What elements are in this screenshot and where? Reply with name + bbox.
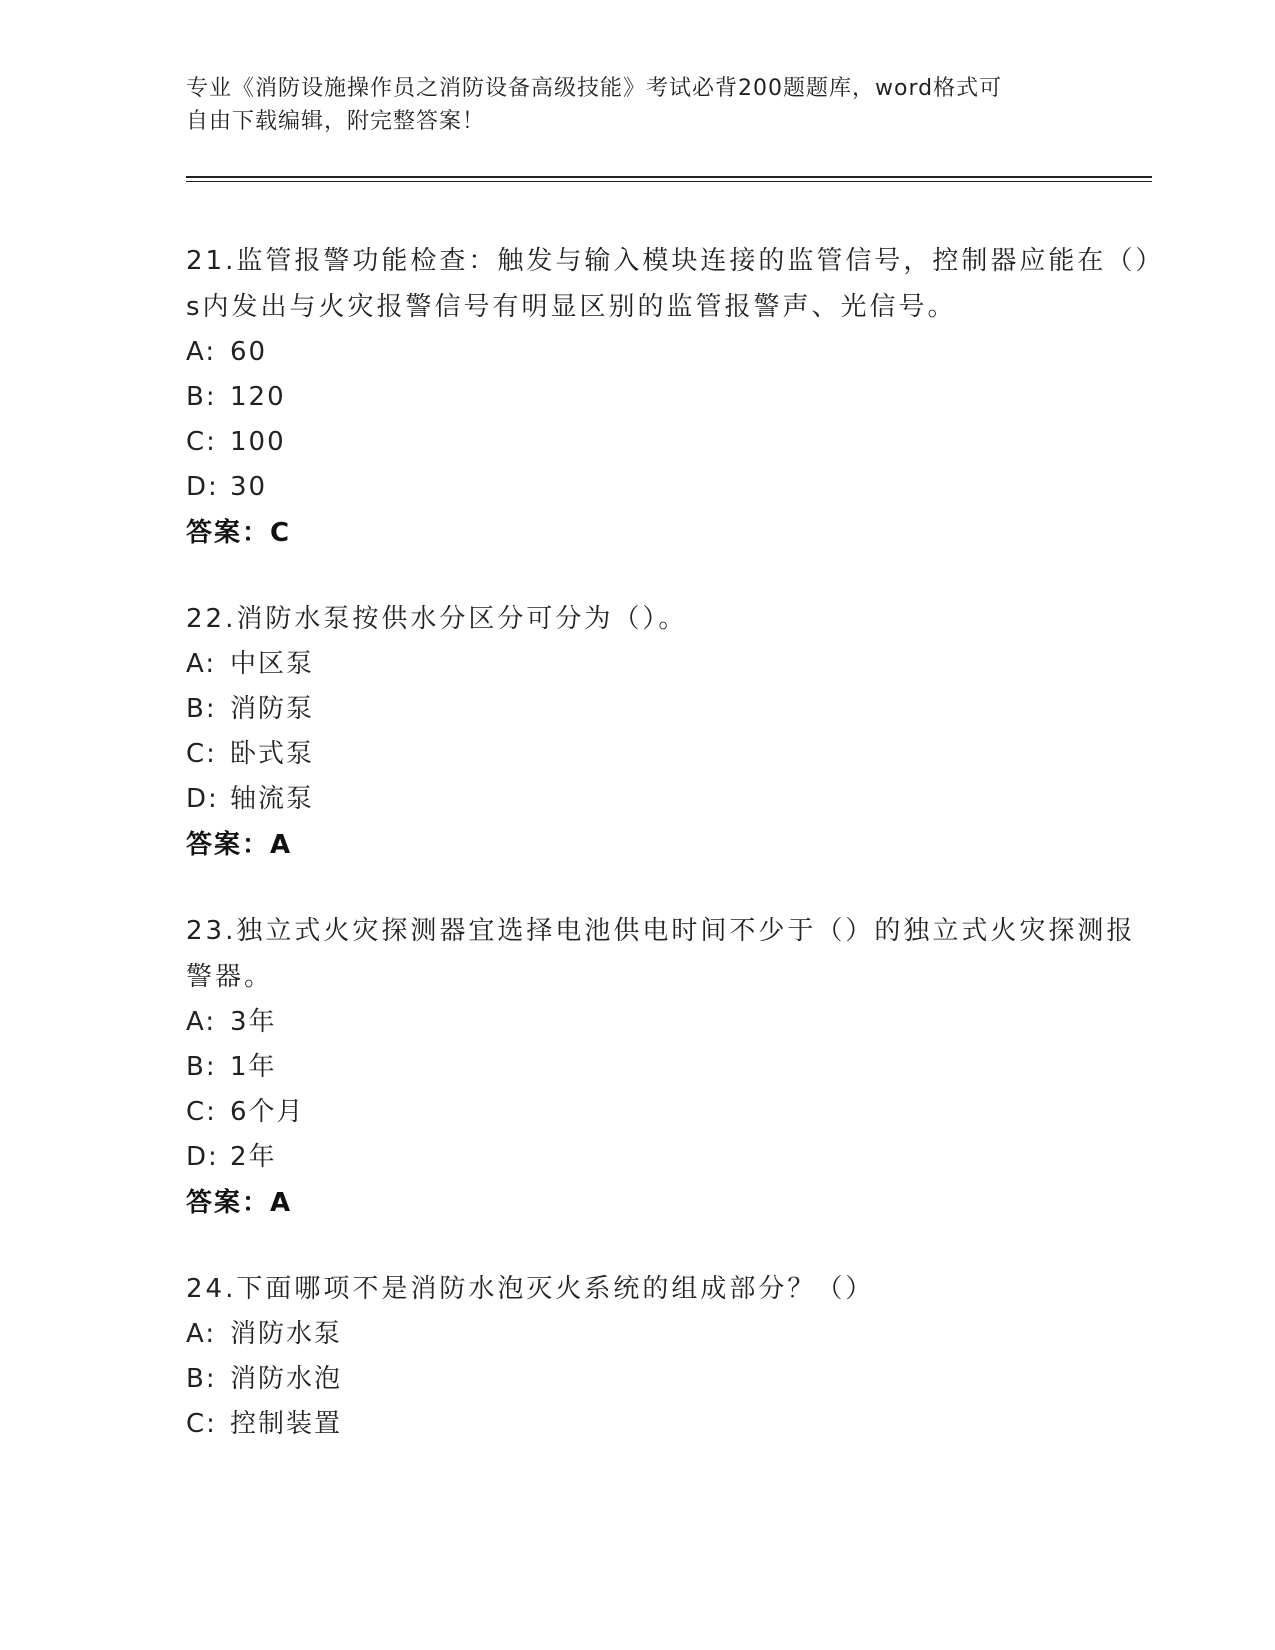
option-key: C: (186, 1409, 217, 1439)
option-c (186, 1090, 1156, 1135)
option-key: A: (186, 1007, 217, 1037)
question-22 (186, 596, 1156, 868)
document-page (186, 72, 1156, 1487)
option-text: 3年 (230, 1007, 277, 1037)
option-d (186, 1135, 1156, 1180)
option-b (186, 1045, 1156, 1090)
answer-label: 答案： (186, 518, 271, 548)
option-d (186, 465, 1156, 510)
answer-line (186, 822, 1156, 868)
answer-line (186, 1180, 1156, 1226)
option-text: 30 (230, 472, 268, 502)
option-text: 控制装置 (230, 1409, 343, 1439)
option-key: A: (186, 649, 217, 679)
option-text: 1年 (230, 1052, 277, 1082)
question-stem: 22.消防水泵按供水分区分可分为（）。 (186, 604, 688, 634)
question-stem: 23.独立式火灾探测器宜选择电池供电时间不少于（）的独立式火灾探测报警器。 (186, 916, 1136, 992)
option-text: 消防泵 (230, 694, 315, 724)
option-text: 消防水泵 (230, 1319, 343, 1349)
question-24 (186, 1266, 1156, 1447)
option-text: 100 (230, 427, 286, 457)
answer-value: A (270, 830, 291, 860)
answer-value: C (270, 518, 290, 548)
option-d (186, 777, 1156, 822)
option-key: A: (186, 1319, 217, 1349)
header-divider (186, 176, 1152, 182)
question-stem: 21.监管报警功能检查：触发与输入模块连接的监管信号，控制器应能在（）s内发出与火灾报警信号有明显区别的监管报警声、光信号。 (186, 246, 1152, 322)
header-line-2: 自由下载编辑，附完整答案！ (186, 109, 486, 134)
option-text: 轴流泵 (230, 784, 315, 814)
option-a (186, 1312, 1156, 1357)
option-c (186, 732, 1156, 777)
header-line-1: 专业《消防设施操作员之消防设备高级技能》考试必背200题题库，word格式可 (186, 76, 1003, 101)
option-text: 2年 (230, 1142, 277, 1172)
answer-line (186, 510, 1156, 556)
option-b (186, 687, 1156, 732)
option-text: 消防水泡 (230, 1364, 343, 1394)
option-key: C: (186, 739, 217, 769)
question-stem: 24.下面哪项不是消防水泡灭火系统的组成部分？（） (186, 1274, 875, 1304)
option-key: B: (186, 1364, 217, 1394)
option-text: 60 (230, 337, 268, 367)
answer-label: 答案： (186, 830, 271, 860)
document-header (186, 72, 1156, 138)
answer-value: A (270, 1188, 291, 1218)
option-key: D: (186, 472, 219, 502)
option-c (186, 420, 1156, 465)
question-23 (186, 908, 1156, 1226)
option-text: 卧式泵 (230, 739, 315, 769)
option-key: C: (186, 427, 217, 457)
option-text: 中区泵 (230, 649, 315, 679)
option-c (186, 1402, 1156, 1447)
option-key: D: (186, 1142, 219, 1172)
option-b (186, 375, 1156, 420)
option-key: A: (186, 337, 217, 367)
option-text: 120 (230, 382, 286, 412)
option-key: B: (186, 694, 217, 724)
answer-label: 答案： (186, 1188, 271, 1218)
option-a (186, 330, 1156, 375)
question-21 (186, 238, 1156, 556)
option-key: B: (186, 1052, 217, 1082)
option-key: C: (186, 1097, 217, 1127)
option-b (186, 1357, 1156, 1402)
option-key: B: (186, 382, 217, 412)
option-a (186, 642, 1156, 687)
option-key: D: (186, 784, 219, 814)
option-a (186, 1000, 1156, 1045)
question-list (186, 238, 1156, 1447)
option-text: 6个月 (230, 1097, 305, 1127)
